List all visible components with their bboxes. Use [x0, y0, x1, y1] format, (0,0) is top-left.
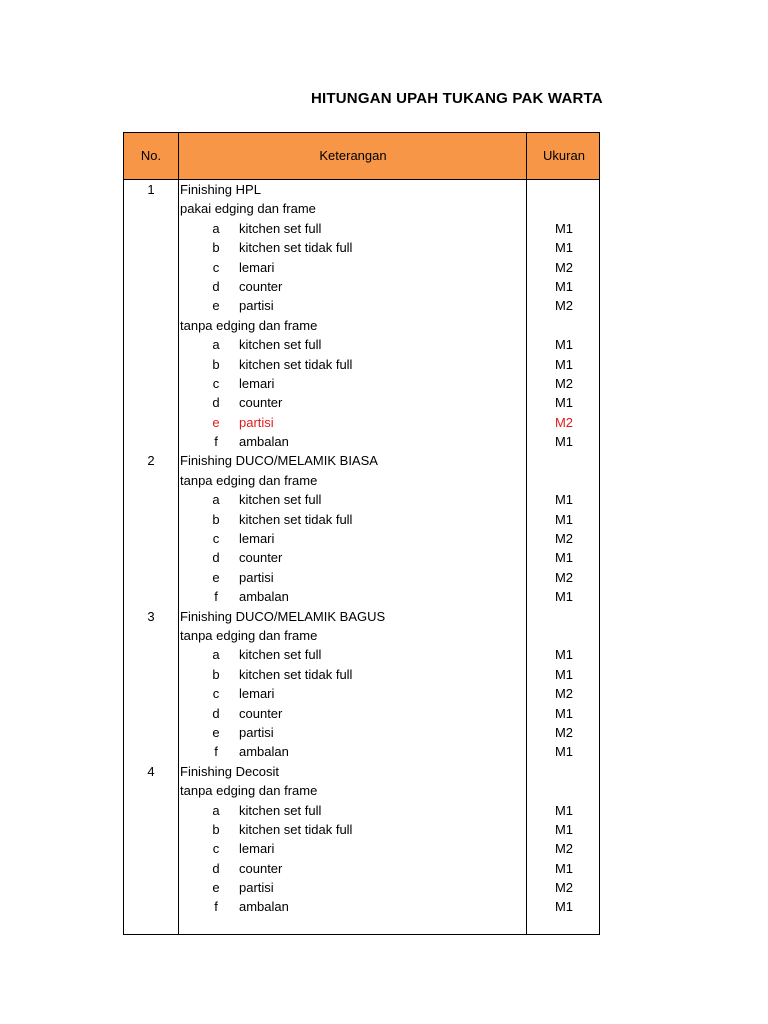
table-row: [124, 607, 599, 626]
table-row: [124, 199, 599, 218]
item-description: lemari: [239, 531, 275, 547]
table-row: [124, 258, 599, 277]
item-size: M1: [554, 337, 574, 353]
item-description: counter: [239, 705, 283, 721]
table-row: [124, 529, 599, 548]
item-letter: d: [212, 395, 220, 411]
item-description: lemari: [239, 375, 275, 391]
row-number: 1: [147, 182, 155, 197]
item-letter: a: [212, 337, 220, 353]
item-description: partisi: [239, 569, 274, 585]
item-letter: b: [212, 356, 220, 372]
item-size: M1: [554, 705, 574, 721]
item-size: M1: [554, 511, 574, 527]
table-row: [124, 510, 599, 529]
item-size: M1: [554, 666, 574, 682]
item-description: ambalan: [239, 899, 289, 915]
table-row: [124, 316, 599, 335]
table-row: [124, 742, 599, 761]
section-title: Finishing Decosit: [180, 763, 279, 779]
item-description: kitchen set tidak full: [239, 821, 353, 837]
header-keterangan: Keterangan: [319, 148, 387, 163]
item-size: M2: [554, 686, 574, 702]
item-description: kitchen set full: [239, 802, 322, 818]
item-size: M1: [554, 647, 574, 663]
item-description: partisi: [239, 880, 274, 896]
item-letter: a: [212, 647, 220, 663]
header-no: No.: [140, 148, 162, 163]
table-header: [124, 133, 599, 180]
item-letter: a: [212, 220, 220, 236]
item-letter: c: [212, 841, 220, 857]
row-number: 3: [147, 608, 155, 624]
table-row: [124, 471, 599, 490]
table-row: [124, 665, 599, 684]
table-row: [124, 374, 599, 393]
page-title: HITUNGAN UPAH TUKANG PAK WARTA: [311, 90, 603, 107]
table-row: [124, 859, 599, 878]
subsection-label: tanpa edging dan frame: [180, 317, 318, 333]
table-row: [124, 645, 599, 664]
item-description: kitchen set full: [239, 492, 322, 508]
item-letter: f: [214, 589, 218, 605]
item-letter: d: [212, 278, 220, 294]
item-size: M1: [554, 492, 574, 508]
item-description: ambalan: [239, 589, 289, 605]
item-letter: f: [214, 744, 218, 760]
table-row: [124, 626, 599, 645]
item-size: M1: [554, 744, 574, 760]
item-description: partisi: [239, 724, 274, 740]
wage-table: [123, 132, 600, 935]
item-description: kitchen set tidak full: [239, 356, 353, 372]
subsection-label: pakai edging dan frame: [180, 201, 316, 217]
item-description: ambalan: [239, 434, 289, 450]
item-size: M2: [554, 569, 574, 585]
table-row: [124, 277, 599, 296]
table-row: [124, 490, 599, 509]
item-description: partisi: [239, 298, 274, 314]
item-letter: b: [212, 666, 220, 682]
item-description: kitchen set full: [239, 220, 322, 236]
section-title: Finishing DUCO/MELAMIK BIASA: [180, 453, 378, 469]
item-letter: d: [212, 860, 220, 876]
item-letter: f: [214, 434, 218, 450]
row-number: 2: [147, 453, 155, 469]
subsection-label: tanpa edging dan frame: [180, 783, 318, 799]
item-letter: b: [212, 821, 220, 837]
table-row: [124, 432, 599, 451]
item-letter: f: [214, 899, 218, 915]
item-size: M2: [554, 259, 574, 275]
item-size: M1: [554, 899, 574, 915]
header-ukuran: Ukuran: [543, 148, 585, 163]
item-letter: c: [212, 686, 220, 702]
table-row: [124, 568, 599, 587]
item-letter: e: [212, 414, 220, 430]
item-size: M1: [554, 395, 574, 411]
item-letter: c: [212, 259, 220, 275]
table-row: [124, 878, 599, 897]
table-row: [124, 781, 599, 800]
item-size: M1: [554, 550, 574, 566]
item-letter: e: [212, 724, 220, 740]
item-size: M1: [554, 356, 574, 372]
table-row: [124, 820, 599, 839]
table-row: [124, 723, 599, 742]
item-size: M1: [554, 821, 574, 837]
table-row: [124, 413, 599, 432]
item-size: M1: [554, 220, 574, 236]
row-number: 4: [147, 763, 155, 779]
item-letter: b: [212, 511, 220, 527]
item-letter: d: [212, 550, 220, 566]
item-letter: e: [212, 569, 220, 585]
table-row: [124, 684, 599, 703]
item-letter: d: [212, 705, 220, 721]
item-size: M1: [554, 589, 574, 605]
table-row: [124, 296, 599, 315]
item-description: kitchen set tidak full: [239, 666, 353, 682]
subsection-label: tanpa edging dan frame: [180, 627, 318, 643]
item-size: M1: [554, 802, 574, 818]
table-row: [124, 587, 599, 606]
item-description: lemari: [239, 259, 275, 275]
item-description: counter: [239, 395, 283, 411]
table-row: [124, 762, 599, 781]
item-size: M1: [554, 278, 574, 294]
item-size: M1: [554, 434, 574, 450]
item-description: lemari: [239, 841, 275, 857]
table-row: [124, 548, 599, 567]
item-size: M2: [554, 880, 574, 896]
item-letter: e: [212, 298, 220, 314]
table-row: [124, 335, 599, 354]
table-row: [124, 801, 599, 820]
item-size: M2: [554, 298, 574, 314]
table-row: [124, 839, 599, 858]
item-size: M1: [554, 860, 574, 876]
item-size: M2: [554, 414, 574, 430]
item-letter: e: [212, 880, 220, 896]
table-row: [124, 355, 599, 374]
section-title: Finishing HPL: [180, 182, 261, 197]
item-description: counter: [239, 860, 283, 876]
item-description: ambalan: [239, 744, 289, 760]
item-letter: a: [212, 802, 220, 818]
item-description: counter: [239, 550, 283, 566]
item-size: M2: [554, 531, 574, 547]
item-description: kitchen set full: [239, 337, 322, 353]
item-description: kitchen set tidak full: [239, 511, 353, 527]
table-row: [124, 219, 599, 238]
table-row: [124, 180, 599, 199]
item-description: lemari: [239, 686, 275, 702]
item-size: M2: [554, 841, 574, 857]
item-description: partisi: [239, 414, 274, 430]
table-body: [124, 180, 599, 917]
subsection-label: tanpa edging dan frame: [180, 472, 318, 488]
table-row: [124, 238, 599, 257]
item-description: kitchen set tidak full: [239, 240, 353, 256]
item-size: M1: [554, 240, 574, 256]
table-row: [124, 451, 599, 470]
item-letter: b: [212, 240, 220, 256]
item-size: M2: [554, 724, 574, 740]
item-letter: a: [212, 492, 220, 508]
table-row: [124, 393, 599, 412]
section-title: Finishing DUCO/MELAMIK BAGUS: [180, 608, 386, 624]
table-row: [124, 897, 599, 916]
item-description: counter: [239, 278, 283, 294]
item-size: M2: [554, 375, 574, 391]
table-row: [124, 704, 599, 723]
item-letter: c: [212, 531, 220, 547]
item-description: kitchen set full: [239, 647, 322, 663]
item-letter: c: [212, 375, 220, 391]
